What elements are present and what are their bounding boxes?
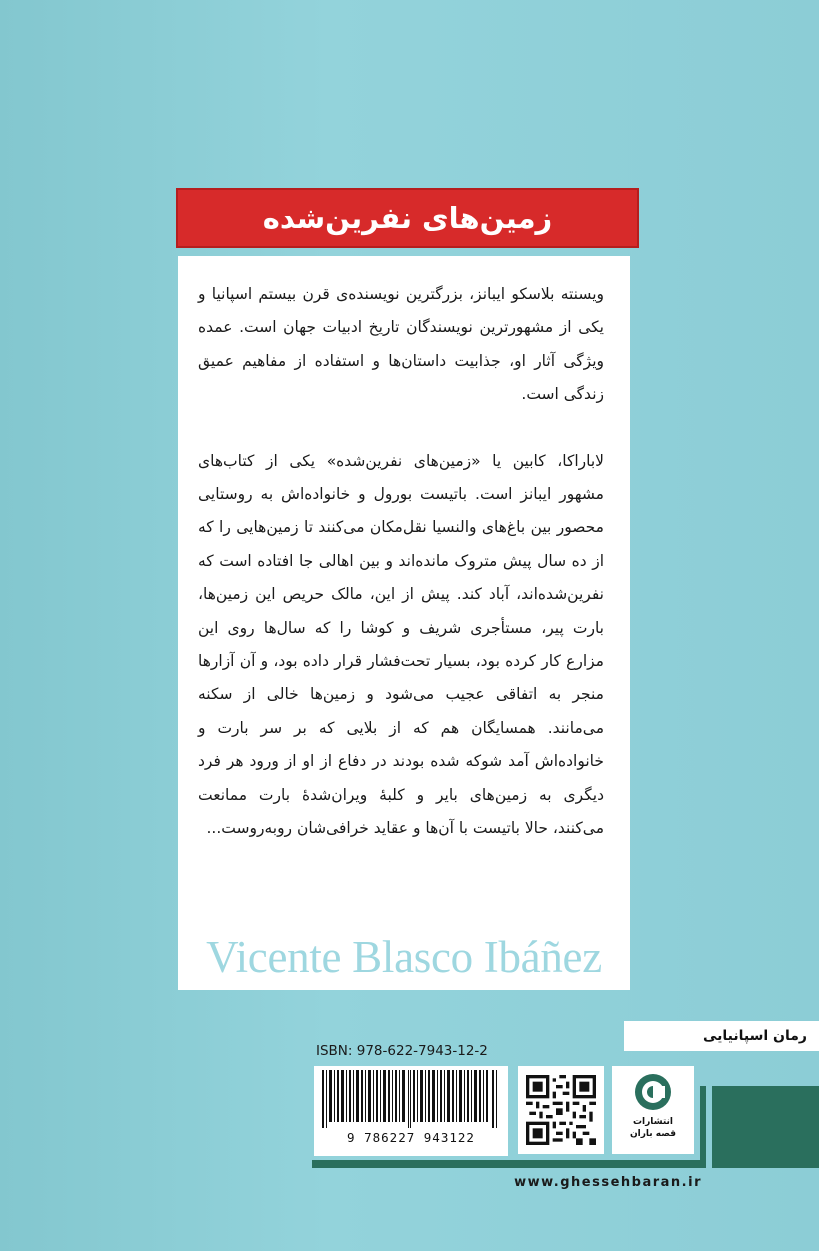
publisher-logo <box>612 1066 694 1154</box>
qr-code <box>518 1066 604 1154</box>
book-title: زمین‌های نفرین‌شده <box>176 188 639 248</box>
qr-code-icon <box>526 1074 596 1146</box>
publisher-name-line-2: قصه باران <box>629 1129 677 1139</box>
series-divider <box>624 1021 634 1051</box>
website-url: www.ghessehbaran.ir <box>514 1175 702 1190</box>
publisher-emblem-icon <box>633 1072 673 1112</box>
series-label: رمان اسپانیایی <box>634 1021 819 1051</box>
blurb-paragraph-1: ویسنته بلاسکو ایبانز، بزرگترین نویسنده‌ی قرن بیستم اسپانیا و یکی از مشهورترین نویسندگان تاریخ ادبیات جهان است. عمده ویژگی آثار او، جذابیت داستان‌ها و استفاده از مفاهیم عمیق زندگی است. <box>198 285 604 404</box>
blurb-panel <box>178 256 630 924</box>
isbn-text: ISBN: 978-622-7943-12-2 <box>316 1043 488 1059</box>
author-name: Vicente Blasco Ibáñez <box>178 924 630 990</box>
barcode-number: 9 786227 943122 <box>347 1130 475 1145</box>
accent-divider <box>700 1086 706 1160</box>
barcode-bars <box>320 1070 500 1128</box>
accent-block <box>712 1086 819 1168</box>
barcode <box>314 1066 508 1156</box>
blurb-paragraph-2: لاباراکا، کابین یا «زمین‌های نفرین‌شده» یکی از کتاب‌های مشهور ایبانز است. باتیست بورول و خانواده‌اش به روستایی محصور بین باغ‌های والنسیا نقل‌مکان می‌کنند تا زمین‌هایی را که از ده سال پیش متروک مانده‌اند و بین اهالی جا افتاده است که نفرین‌شده‌اند، آباد کند. پیش از این، مالک حریص این زمین‌ها، بارت پیر، مستأجری شریف و کوشا را که سال‌ها روی این مزارع کار کرده بود، بسیار تحت‌فشار قرار داده بود، و آن آزارها منجر به اتفاقی عجیب می‌شود و زمین‌ها خالی از سکنه می‌مانند. همسایگان هم که از بلایی که بر سر بارت و خانواده‌اش آمد شوکه شده بودند در دفاع از او از ورود هر فرد دیگری به زمین‌های بایر و کلبهٔ ویران‌شدهٔ بارت ممانعت می‌کنند، حالا باتیست با آن‌ها و عقاید خرافی‌شان روبه‌روست... <box>198 451 604 838</box>
publisher-name-line-1: انتشارات <box>633 1117 673 1127</box>
accent-line <box>312 1160 706 1168</box>
